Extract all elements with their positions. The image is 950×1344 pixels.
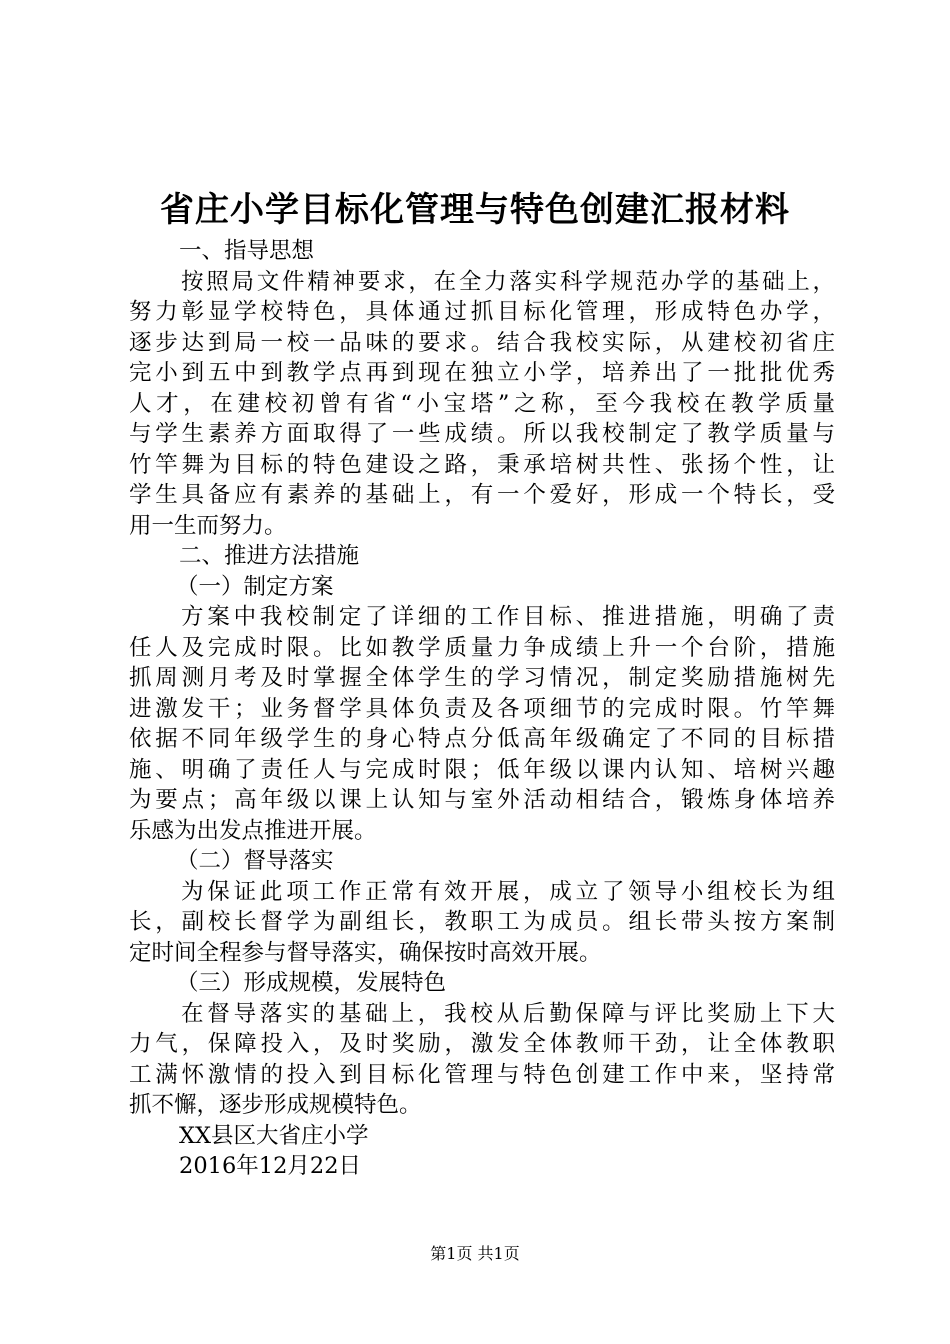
paragraph-line: 完小到五中到教学点再到现在独立小学，培养出了一批批优秀 bbox=[129, 360, 835, 386]
paragraph-line: 力气，保障投入，及时奖励，激发全体教师干劲，让全体教职 bbox=[129, 1031, 835, 1057]
paragraph-line: 学生具备应有素养的基础上，有一个爱好，形成一个特长，受 bbox=[129, 482, 835, 508]
subsection-heading: （三）形成规模，发展特色 bbox=[176, 970, 447, 996]
paragraph-line: 为保证此项工作正常有效开展，成立了领导小组校长为组 bbox=[181, 878, 835, 905]
paragraph-line: 用一生而努力。 bbox=[129, 512, 287, 539]
section-heading: 一、指导思想 bbox=[179, 238, 315, 264]
document-body bbox=[129, 236, 835, 1182]
paragraph-line: 乐感为出发点推进开展。 bbox=[129, 817, 377, 844]
paragraph-line: 工满怀激情的投入到目标化管理与特色创建工作中来，坚持常 bbox=[129, 1061, 835, 1088]
subsection-heading: （二）督导落实 bbox=[176, 848, 334, 874]
signature-date: 2016年12月22日 bbox=[179, 1153, 362, 1179]
paragraph-line: 施、明确了责任人与完成时限；低年级以课内认知、培树兴趣 bbox=[129, 756, 835, 783]
paragraph-line: 长，副校长督学为副组长，教职工为成员。组长带头按方案制 bbox=[129, 909, 835, 935]
paragraph-line: 在督导落实的基础上，我校从后勤保障与评比奖励上下大 bbox=[181, 1000, 835, 1027]
paragraph-line: 按照局文件精神要求，在全力落实科学规范办学的基础上， bbox=[181, 268, 835, 295]
subsection-heading: （一）制定方案 bbox=[176, 573, 334, 600]
paragraph-line: 人才，在建校初曾有省“小宝塔”之称，至今我校在教学质量 bbox=[129, 390, 835, 417]
page-footer: 第1页 共1页 bbox=[430, 1244, 520, 1263]
paragraph-line: 抓不懈，逐步形成规模特色。 bbox=[129, 1092, 422, 1118]
paragraph-line: 依据不同年级学生的身心特点分低高年级确定了不同的目标措 bbox=[129, 726, 835, 752]
paragraph-line: 定时间全程参与督导落实，确保按时高效开展。 bbox=[129, 939, 602, 966]
paragraph-line: 努力彰显学校特色，具体通过抓目标化管理，形成特色办学， bbox=[129, 299, 835, 325]
paragraph-line: 与学生素养方面取得了一些成绩。所以我校制定了教学质量与 bbox=[129, 421, 835, 447]
document-title: 省庄小学目标化管理与特色创建汇报材料 bbox=[160, 190, 790, 230]
paragraph-line: 方案中我校制定了详细的工作目标、推进措施，明确了责 bbox=[181, 604, 835, 630]
signature-organization: XX县区大省庄小学 bbox=[179, 1122, 369, 1149]
section-heading: 二、推进方法措施 bbox=[179, 543, 360, 569]
paragraph-line: 任人及完成时限。比如教学质量力争成绩上升一个台阶，措施 bbox=[129, 634, 835, 661]
paragraph-line: 抓周测月考及时掌握全体学生的学习情况，制定奖励措施树先 bbox=[129, 665, 835, 691]
paragraph-line: 竹竿舞为目标的特色建设之路，秉承培树共性、张扬个性，让 bbox=[129, 451, 835, 478]
paragraph-line: 为要点；高年级以课上认知与室外活动相结合，锻炼身体培养 bbox=[129, 787, 835, 813]
paragraph-line: 进激发干；业务督学具体负责及各项细节的完成时限。竹竿舞 bbox=[129, 695, 835, 722]
paragraph-line: 逐步达到局一校一品味的要求。结合我校实际，从建校初省庄 bbox=[129, 329, 835, 356]
